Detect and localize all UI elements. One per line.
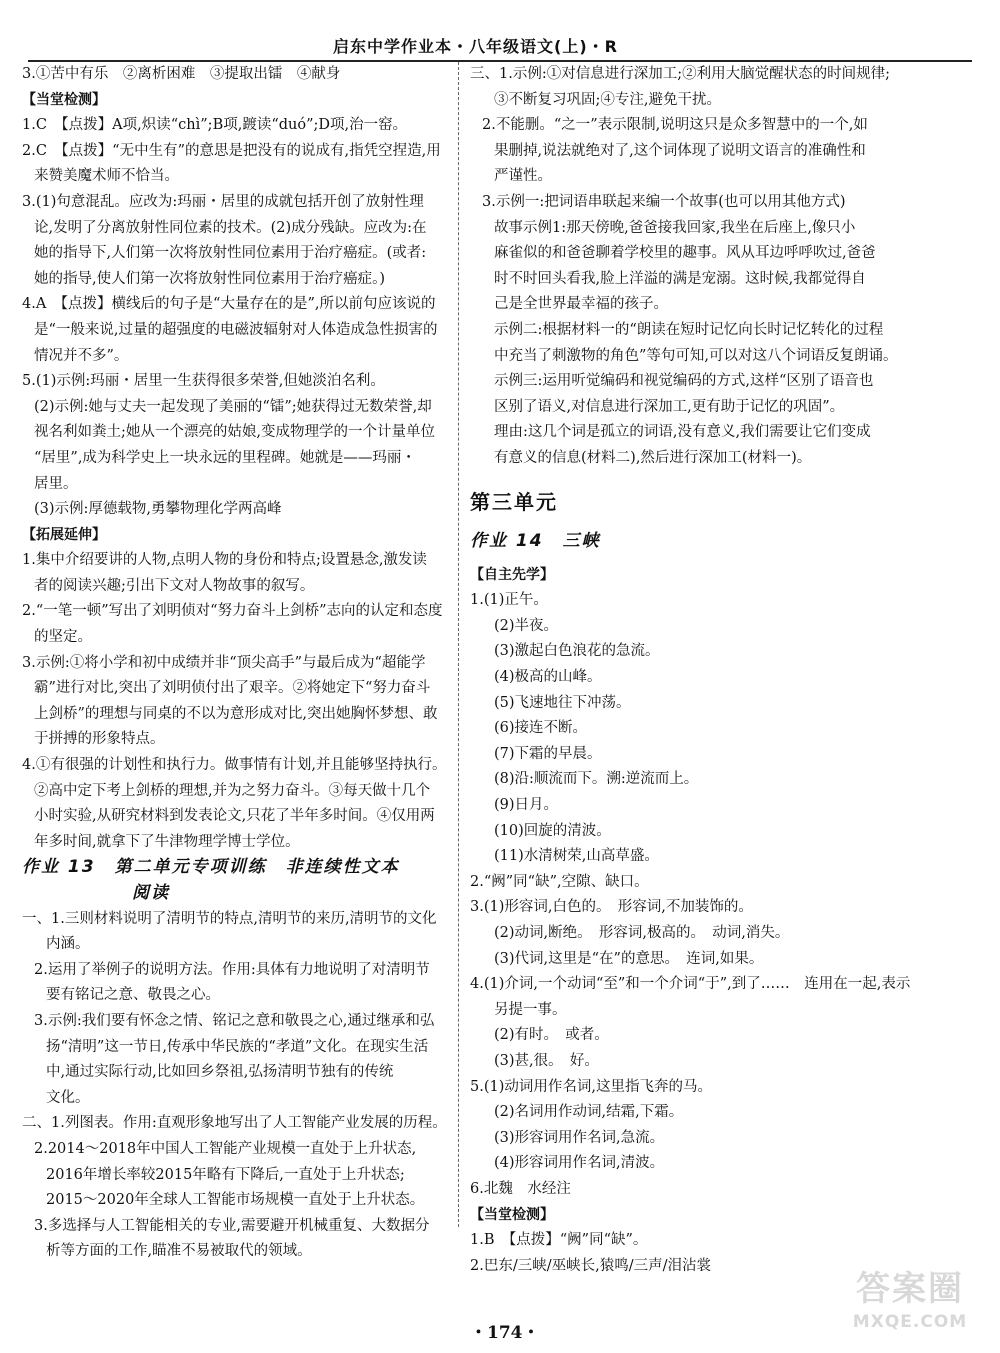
section-label: 【当堂检测】: [22, 91, 106, 108]
watermark-text: 答案圈: [856, 1269, 964, 1309]
answer-line: (3)代词,这里是“在”的意思。 连词,如果。: [494, 950, 764, 967]
answer-line: (5)飞速地往下冲荡。: [494, 694, 631, 711]
answer-line: (3)激起白色浪花的急流。: [494, 643, 660, 660]
running-title: 启东中学作业本・八年级语文(上)・R: [333, 37, 618, 56]
answer-line: 2016年增长率较2015年略有下降后,一直处于上升状态;: [46, 1166, 405, 1183]
answer-line: 析等方面的工作,瞄准不易被取代的领域。: [46, 1243, 312, 1260]
answer-line: (3)示例:厚德载物,勇攀物理化学两高峰: [34, 501, 282, 518]
unit-heading: 第三单元: [470, 489, 558, 514]
answer-line: (2)半夜。: [494, 617, 559, 634]
answer-line: (2)名词用作动词,结霜,下霜。: [494, 1104, 684, 1121]
answer-line: 示例三:运用听觉编码和视觉编码的方式,这样“区别了语音也: [494, 373, 874, 390]
answer-line: “居里”,成为科学史上一块永远的里程碑。她就是——玛丽・: [34, 449, 416, 466]
answer-line: (3)形容词用作名词,急流。: [494, 1129, 665, 1146]
answer-line: 中,通过实际行动,比如回乡祭祖,弘扬清明节独有的传统: [46, 1064, 394, 1081]
answer-line: 4.(1)介词,一个动词“至”和一个介词“于”,到了…… 连用在一起,表示: [470, 976, 911, 993]
section-label: 【当堂检测】: [470, 1206, 554, 1223]
answer-line: 她的指导,使人们第一次将放射性同位素用于治疗癌症。): [34, 270, 386, 287]
answer-line: 视名利如粪土;她从一个漂亮的姑娘,变成物理学的一个计量单位: [34, 424, 435, 441]
answer-line: 4.①有很强的计划性和执行力。做事情有计划,并且能够坚持执行。: [22, 757, 447, 774]
right-column: [470, 62, 980, 1279]
column-divider: [458, 62, 459, 1227]
page-number: ・174・: [470, 1323, 540, 1343]
answer-line: 小时实验,从研究材料到发表论文,只花了半年多时间。④仅用两: [34, 808, 435, 825]
answer-line: 论,发明了分离放射性同位素的技术。(2)成分残缺。应改为:在: [34, 219, 427, 236]
answer-line: 情况并不多”。: [34, 347, 129, 364]
answer-line: 2.“阙”同“缺”,空隙、缺口。: [470, 873, 649, 890]
answer-line: 5.(1)示例:玛丽・居里一生获得很多荣誉,但她淡泊名利。: [22, 373, 385, 390]
answer-line: ③不断复习巩固;④专注,避免干扰。: [494, 91, 721, 108]
answer-line: 中充当了刺激物的角色”等句可知,可以对这八个词语反复朗诵。: [494, 347, 898, 364]
answer-line: 2.不能删。“之一”表示限制,说明这只是众多智慧中的一个,如: [482, 117, 868, 134]
answer-line: (2)示例:她与丈夫一起发现了美丽的“镭”;她获得过无数荣誉,却: [34, 398, 432, 415]
answer-line: (10)回旋的清波。: [494, 822, 611, 839]
watermark-logo: [840, 1267, 980, 1347]
answer-line: 的坚定。: [34, 629, 92, 646]
answer-line: 居里。: [34, 475, 78, 492]
answer-line: 示例二:根据材料一的“朗读在短时记忆向长时记忆转化的过程: [494, 321, 884, 338]
answer-line: 她的指导下,人们第一次将放射性同位素用于治疗癌症。(或者:: [34, 245, 427, 262]
answer-line: (2)有时。 或者。: [494, 1027, 609, 1044]
answer-line: (11)水清树荣,山高草盛。: [494, 848, 659, 865]
homework-heading: 作业 14 三峡: [470, 531, 601, 552]
answer-line: ②高中定下考上剑桥的理想,并为之努力奋斗。③每天做十几个: [34, 782, 431, 799]
answer-line: 来赞美魔术师不恰当。: [34, 168, 179, 185]
answer-line: 时不时回头看我,脸上洋溢的满是宠溺。这时候,我都觉得自: [494, 270, 866, 287]
watermark-url: MXQE.COM: [852, 1312, 968, 1332]
section-label: 【自主先学】: [470, 566, 554, 583]
answer-line: 严谨性。: [494, 168, 552, 185]
page-header: [28, 26, 972, 62]
answer-line: 2.C 【点拨】“无中生有”的意思是把没有的说成有,指凭空捏造,用: [22, 142, 441, 159]
answer-line: 要有铭记之意、敬畏之心。: [46, 987, 220, 1004]
answer-line: 是“一般来说,过量的超强度的电磁波辐射对人体造成急性损害的: [34, 321, 438, 338]
answer-line: (9)日月。: [494, 797, 559, 814]
answer-line: 2015～2020年全球人工智能市场规模一直处于上升状态。: [46, 1192, 425, 1209]
left-column: [22, 62, 450, 1265]
answer-line: 3.(1)句意混乱。应改为:玛丽・居里的成就包括开创了放射性理: [22, 193, 424, 210]
answer-line: 5.(1)动词用作名词,这里指飞奔的马。: [470, 1078, 712, 1095]
answer-line: 上剑桥”的理想与同桌的不以为意形成对比,突出她胸怀梦想、敢: [34, 705, 438, 722]
answer-line: (3)甚,很。 好。: [494, 1052, 599, 1069]
answer-line: 3.①苦中有乐 ②离析困难 ③提取出镭 ④献身: [22, 66, 341, 82]
answer-line: 1.C 【点拨】A项,炽读“chì”;B项,踱读“duó”;D项,治一窑。: [22, 117, 408, 134]
answer-line: (7)下霜的早晨。: [494, 745, 602, 762]
answer-line: 1.(1)正午。: [470, 592, 548, 609]
answer-line: 扬“清明”这一节日,传承中华民族的“孝道”文化。在现实生活: [46, 1038, 429, 1055]
answer-line: 区别了语义,对信息进行深加工,更有助于记忆的巩固”。: [494, 398, 845, 415]
answer-line: 故事示例1:那天傍晚,爸爸接我回家,我坐在后座上,像只小: [494, 219, 856, 236]
answer-line: 一、1.三则材料说明了清明节的特点,清明节的来历,清明节的文化: [22, 910, 437, 927]
answer-line: 内涵。: [46, 936, 90, 953]
answer-line: (2)动词,断绝。 形容词,极高的。 动词,消失。: [494, 925, 790, 941]
answer-line: (4)极高的山峰。: [494, 669, 602, 686]
answer-line: 2.巴东/三峡/巫峡长,猿鸣/三声/泪沾裳: [470, 1257, 711, 1274]
answer-line: 4.A 【点拨】横线后的句子是“大量存在的是”,所以前句应该说的: [22, 296, 436, 313]
answer-line: (4)形容词用作名词,清波。: [494, 1155, 665, 1172]
answer-line: 2.运用了举例子的说明方法。作用:具体有力地说明了对清明节: [34, 961, 430, 978]
answer-line: 文化。: [46, 1089, 90, 1106]
answer-line: 三、1.示例:①对信息进行深加工;②利用大脑觉醒状态的时间规律;: [470, 66, 890, 82]
answer-line: 年多时间,就拿下了牛津物理学博士学位。: [34, 833, 300, 850]
section-label: 【拓展延伸】: [22, 526, 106, 543]
answer-line: (8)沿:顺流而下。溯:逆流而上。: [494, 771, 699, 788]
answer-line: 果删掉,说法就绝对了,这个词体现了说明文语言的准确性和: [494, 142, 866, 159]
homework-heading: 作业 13 第二单元专项训练 非连续性文本: [22, 857, 400, 878]
answer-line: 1.B 【点拨】“阙”同“缺”。: [470, 1232, 648, 1249]
answer-line: 3.多选择与人工智能相关的专业,需要避开机械重复、大数据分: [34, 1217, 430, 1234]
answer-line: 6.北魏 水经注: [470, 1180, 571, 1197]
answer-line: 3.示例:①将小学和初中成绩并非“顶尖高手”与最后成为“超能学: [22, 654, 426, 671]
answer-line: 2.2014～2018年中国人工智能产业规模一直处于上升状态,: [34, 1140, 417, 1157]
answer-line: 己是全世界最幸福的孩子。: [494, 296, 668, 313]
answer-line: 麻雀似的和爸爸聊着学校里的趣事。风从耳边呼呼吹过,爸爸: [494, 245, 876, 262]
answer-line: (6)接连不断。: [494, 720, 588, 737]
answer-line: 霸”进行对比,突出了刘明侦付出了艰辛。②将她定下“努力奋斗: [34, 680, 431, 697]
homework-heading-cont: 阅读: [132, 883, 170, 903]
answer-line: 2.“一笔一顿”写出了刘明侦对“努力奋斗上剑桥”志向的认定和态度: [22, 603, 443, 620]
answer-line: 有意义的信息(材料二),然后进行深加工(材料一)。: [494, 449, 812, 466]
answer-line: 1.集中介绍要讲的人物,点明人物的身份和特点;设置悬念,激发读: [22, 552, 427, 569]
answer-line: 3.示例一:把词语串联起来编一个故事(也可以用其他方式): [482, 193, 846, 210]
answer-line: 另提一事。: [494, 1001, 567, 1018]
answer-line: 二、1.列图表。作用:直观形象地写出了人工智能产业发展的历程。: [22, 1115, 447, 1132]
answer-line: 3.(1)形容词,白色的。 形容词,不加装饰的。: [470, 899, 753, 916]
answer-line: 者的阅读兴趣;引出下文对人物故事的叙写。: [34, 577, 315, 594]
answer-line: 3.示例:我们要有怀念之情、铭记之意和敬畏之心,通过继承和弘: [34, 1012, 435, 1029]
answer-line: 于拼搏的形象特点。: [34, 731, 165, 748]
answer-line: 理由:这几个词是孤立的词语,没有意义,我们需要让它们变成: [494, 424, 871, 441]
